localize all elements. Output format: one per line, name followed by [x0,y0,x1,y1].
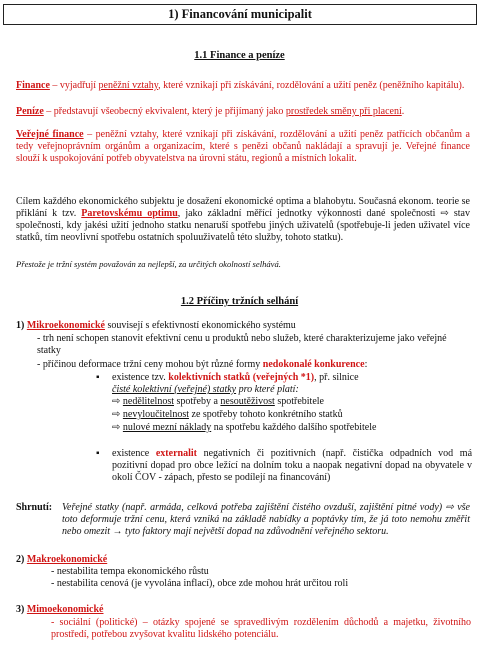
arrow-icon: ⇨ [112,396,121,407]
term-mikroekonomicke: Mikroekonomické [26,320,105,331]
pareto-paragraph [16,196,470,244]
pareto-text-b: , jako základní měřící jednotky výkonnosti dané společnosti ⇨ stav společnosti, kdy jakési užití jednoho statku nenaruší spotřebu jiných uživatelů (spotřebuje-li jeden uživatel více statků, tím neovlivní spotřebu ostatních spoluuživatelů této služby, tohoto statku). [16,208,470,243]
arrow-item-2-text: ze spotřeby tohoto konkrétního statků [189,409,343,420]
pure-collective-goods [112,384,472,396]
term-externality: externalit [155,448,197,459]
arrow-item-3-term: nulové mezní náklady [122,422,212,433]
term-verejne-finance: Veřejné finance [16,129,84,140]
money-text-b: . [401,106,405,117]
mimo-num: 3) [16,604,27,615]
arrow-item-1-text-a: spotřeby a [174,396,221,407]
micro-dash-2 [37,359,469,371]
pareto-text-a: Cílem každého ekonomického subjektu je dosažení ekonomické optima a blahobytu. Současná ekonom. teorie se přiklání k tzv. [16,196,470,219]
term-nedokonala-konkurence: nedokonalé konkurence [262,359,365,370]
externalities-text-b: negativních či pozitivních (např. čistička odpadních vod má pozitivní dopad pro obce ležící na dolním toku a naopak negativní dopad na obyvatele v okolí ČOV - zápach, přesto se podílejí na financování) [112,448,473,483]
money-definition [16,106,476,118]
arrow-item-1 [112,396,472,408]
section-heading-1-1-text: 1.1 Finance a peníze [194,50,285,61]
link-paretovske-optimum: Paretovskému optimu [81,208,178,219]
mimo-heading [16,604,104,616]
arrow-icon: ⇨ [112,409,121,420]
summary-label-text: Shrnutí: [16,502,53,513]
summary-text-body: Veřejné statky (např. armáda, celková potřeba zajištění čistého ovzduší, zajištění pitné vody) ⇨ vše toto deformuje tržní cenu, která vzniká na základě nabídky a poptávky tím, že já toto nemohu změřit nebo omezit → tyto faktory mají největší dopad na zdůvodnění veřejného sektoru. [62,502,470,537]
bullet-icon: ▪ [96,448,100,459]
macro-dash-1-text: - nestabilita tempa ekonomického růstu [51,566,209,577]
section-heading-1-2 [0,296,479,308]
collective-goods-text-b: , př. silnice [314,372,359,383]
micro-dash-2-colon: : [364,359,368,370]
collective-goods-text-a: existence tzv. [112,372,169,383]
finance-text-a: – vyjadřují [49,80,99,91]
arrow-item-2-term: nevyloučitelnost [122,409,189,420]
summary-text [62,502,470,538]
section-heading-1-1 [0,50,479,62]
externalities-item [112,448,472,484]
arrow-item-2 [112,409,472,421]
macro-num: 2) [16,554,27,565]
micro-heading [16,320,476,332]
market-failure-note [16,258,470,270]
term-penize: Peníze [16,106,44,117]
term-kolektivni-statky: kolektivních statků (veřejných *1) [168,372,315,383]
macro-dash-2 [51,578,471,590]
summary-label [16,502,52,514]
micro-text: souvisejí s efektivností ekonomického systému [105,320,296,331]
arrow-item-3-text: na spotřebu každého dalšího spotřebitele [211,422,377,433]
public-finance-text: – peněžní vztahy, které vznikají při získávání, rozdělování a užití peněz patřících občanům a tedy veřejnoprávním orgánům a organizacím, které s penězi občanů nakládají a spravují je. Veřejné finance slouží k uspokojování potřeb obyvatelstva na úrovni státu, regionů a místních lokalit. [16,129,470,164]
public-finance-definition [16,129,470,165]
micro-dash-1-text: - trh není schopen stanovit efektivní cenu u produktů nebo služeb, které charakterizujeme jako veřejné statky [37,333,447,356]
term-makroekonomicke: Makroekonomické [26,554,108,565]
macro-dash-2-text: - nestabilita cenová (je vyvolána inflací), obce zde mohou hrát určitou roli [51,578,349,589]
externalities-text-a: existence [112,448,156,459]
micro-num: 1) [16,320,27,331]
micro-dash-1 [37,333,469,357]
arrow-item-1-term: nedělitelnost [122,396,174,407]
arrow-item-1-term-2: nesoutěživost [220,396,275,407]
section-heading-1-2-text: 1.2 Příčiny tržních selhání [180,296,299,307]
bullet-icon: ▪ [96,372,100,383]
arrow-item-3 [112,422,472,434]
collective-goods-item [112,372,472,384]
finance-definition [16,80,468,92]
money-text-a: – představují všeobecný ekvivalent, který je přijímaný jako [43,106,286,117]
pure-collective-goods-term: čisté kolektivní (veřejné) statky [112,384,237,395]
finance-text-b: , které vznikají při získávání, rozdělování a užití peněz (peněžního kapitálu). [158,80,465,91]
term-mimoekonomicke: Mimoekonomické [26,604,104,615]
macro-heading [16,554,107,566]
arrow-icon: ⇨ [112,422,121,433]
term-finance: Finance [16,80,50,91]
pure-collective-goods-text: pro které platí: [236,384,299,395]
arrow-item-1-text-b: spotřebitele [274,396,324,407]
macro-dash-1 [51,566,471,578]
link-penezni-vztahy: peněžní vztahy [98,80,159,91]
market-failure-note-text: Přestože je tržní systém považován za nejlepší, za určitých okolností selhává. [16,259,281,269]
mimo-dash-1 [51,617,471,641]
mimo-dash-1-text: - sociální (politické) – otázky spojené se spravedlivým rozdělením důchodů a majetku, životního prostředí, potřebou zvyšovat kvalitu lidského potenciálu. [51,617,471,640]
chapter-title-box [3,4,477,25]
link-prostredek-smeny: prostředek směny při placení [285,106,402,117]
micro-dash-2-text: - příčinou deformace tržní ceny mohou být různé formy [37,359,263,370]
chapter-title: 1) Financování municipalit [168,7,312,21]
